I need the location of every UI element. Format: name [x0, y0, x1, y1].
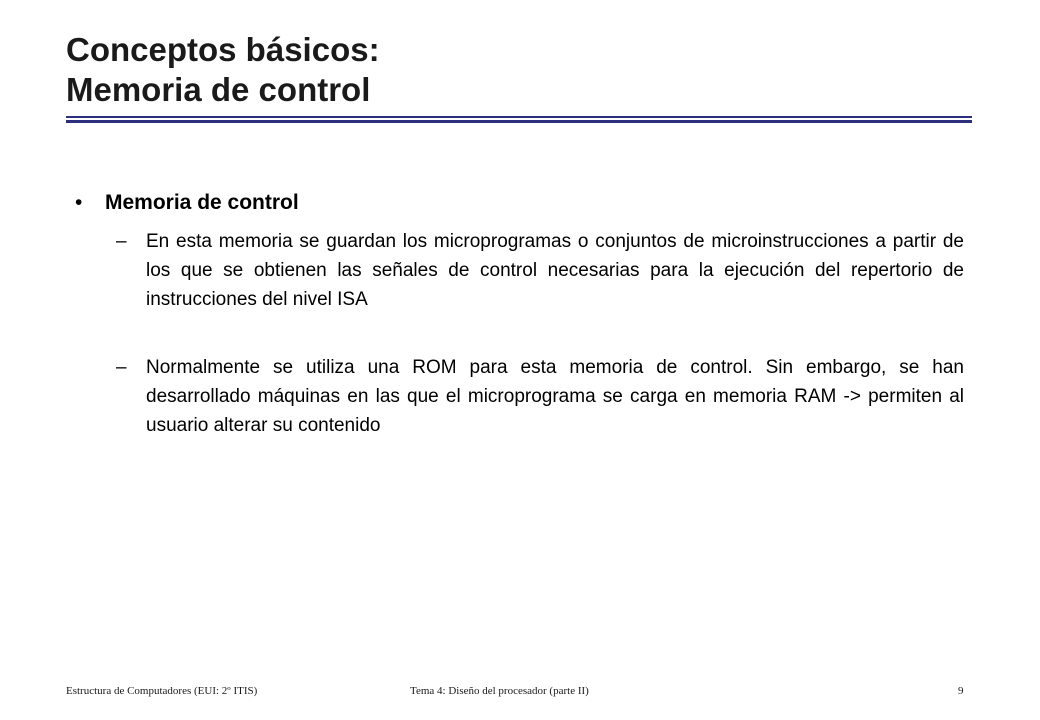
footer-topic: Tema 4: Diseño del procesador (parte II): [410, 685, 589, 697]
title-line-1: Conceptos básicos:: [66, 31, 380, 68]
title-underline-thick: [66, 120, 972, 123]
title-line-2: Memoria de control: [66, 71, 371, 108]
bullet-heading-text: Memoria de control: [105, 191, 299, 214]
title-underline-thin: [66, 116, 972, 118]
sub-item-rom-ram: [116, 353, 964, 440]
footer-course: Estructura de Computadores (EUI: 2º ITIS): [66, 685, 258, 697]
sub-item-text: Normalmente se utiliza una ROM para esta memoria de control. Sin embargo, se han desarrollado máquinas en las que el microprograma se carga en memoria RAM -> permiten al usuario alterar su contenido: [146, 357, 964, 436]
bullet-heading: [75, 189, 299, 217]
dash-icon: –: [116, 231, 127, 252]
footer-page-number: 9: [958, 685, 964, 697]
slide-title: [66, 30, 380, 110]
sub-item-text: En esta memoria se guardan los microprogramas o conjuntos de microinstrucciones a partir de los que se obtienen las señales de control necesarias para la ejecución del repertorio de instrucciones del nivel ISA: [146, 231, 964, 310]
dash-icon: –: [116, 357, 127, 378]
bullet-icon: •: [75, 191, 83, 214]
sub-item-storage: [116, 227, 964, 314]
